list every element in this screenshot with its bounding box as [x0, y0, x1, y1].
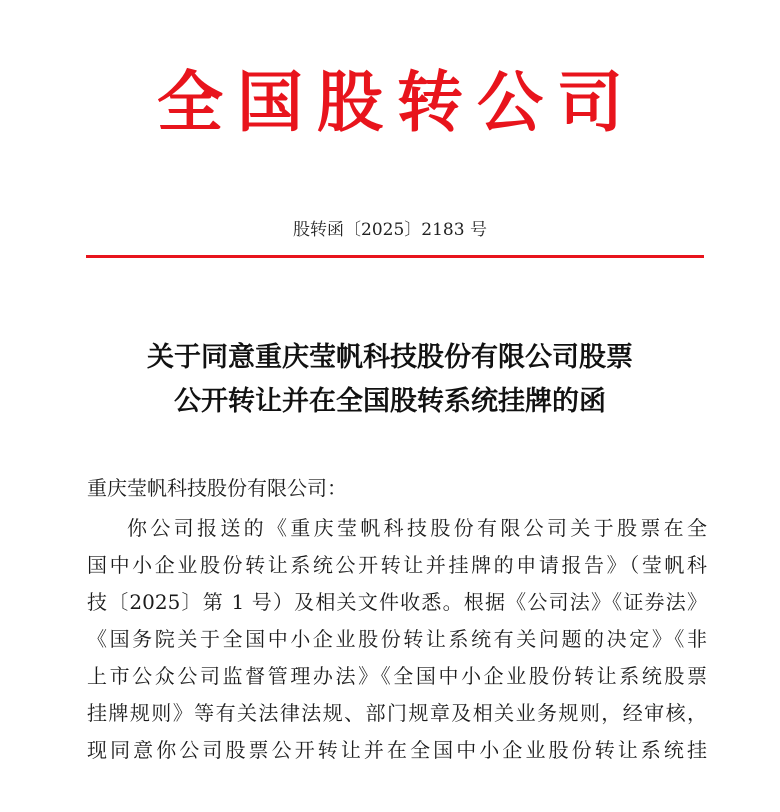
salutation: 重庆莹帆科技股份有限公司：: [87, 476, 347, 500]
body-line: 国中小企业股份转让系统公开转让并挂牌的申请报告》（莹帆科: [87, 553, 707, 577]
document-number: 股转函〔2025〕2183 号: [293, 220, 487, 240]
body-line: 《国务院关于全国中小企业股份转让系统有关问题的决定》《非: [87, 627, 707, 651]
title-line: 关于同意重庆莹帆科技股份有限公司股票: [147, 342, 633, 373]
red-divider-line: [86, 255, 704, 258]
body-line: 现同意你公司股票公开转让并在全国中小企业股份转让系统挂: [87, 738, 707, 762]
document-title: [0, 336, 780, 424]
body-line: 你公司报送的《重庆莹帆科技股份有限公司关于股票在全: [127, 516, 707, 540]
body-line: 挂牌规则》等有关法律法规、部门规章及相关业务规则，经审核，: [87, 701, 707, 725]
body-paragraph: [87, 510, 707, 769]
body-line: 上市公众公司监督管理办法》《全国中小企业股份转让系统股票: [87, 664, 707, 688]
body-line: 技〔2025〕第 1 号）及相关文件收悉。根据《公司法》《证券法》: [87, 590, 707, 614]
letterhead-title: 全国股转公司: [157, 63, 637, 141]
title-line: 公开转让并在全国股转系统挂牌的函: [174, 386, 606, 417]
